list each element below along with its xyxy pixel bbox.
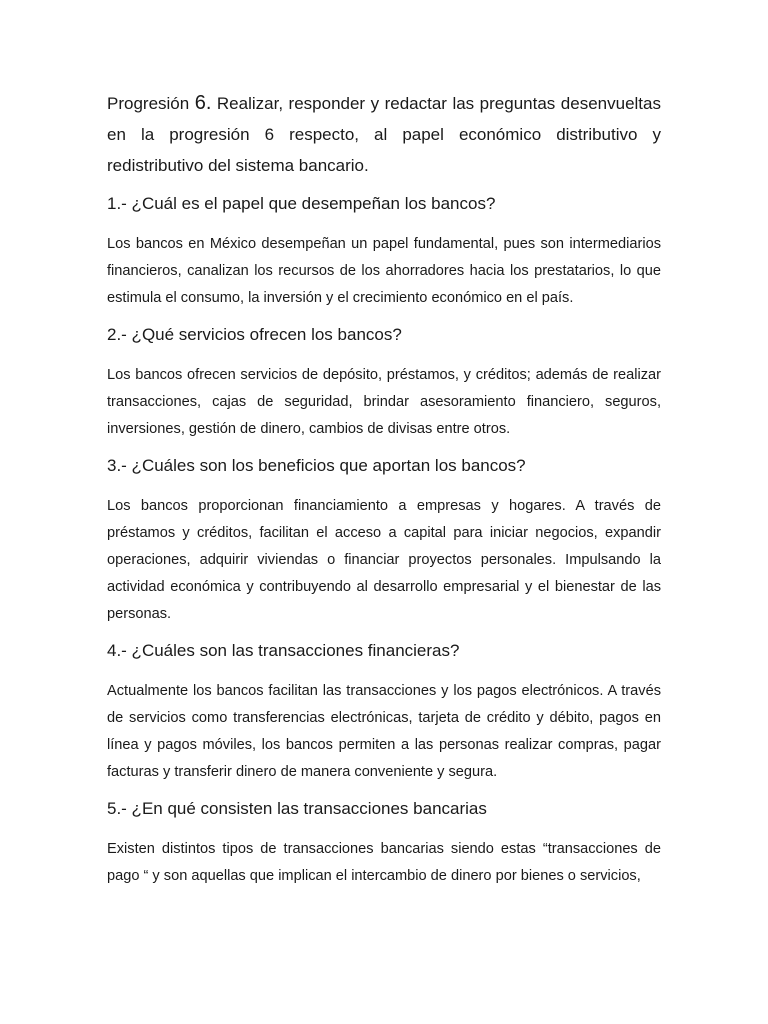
intro-prefix: Progresión [107, 94, 190, 113]
question-1: 1.- ¿Cuál es el papel que desempeñan los bancos? [107, 194, 496, 213]
intro-paragraph [107, 88, 661, 181]
answer-4: Actualmente los bancos facilitan las transacciones y los pagos electrónicos. A través de servicios como transferencias electrónicas, tarjeta de crédito y débito, pagos en línea y pagos móviles, los bancos permiten a las personas realizar compras, pagar facturas y transferir dinero de manera conveniente y segura. [107, 683, 661, 780]
question-3: 3.- ¿Cuáles son los beneficios que aportan los bancos? [107, 456, 526, 475]
answer-3: Los bancos proporcionan financiamiento a empresas y hogares. A través de préstamos y créditos, facilitan el acceso a capital para iniciar negocios, expandir operaciones, adquirir viviendas o financiar proyectos personales. Impulsando la actividad económica y contribuyendo al desarrollo empresarial y el bienestar de las personas. [107, 498, 661, 622]
question-5: 5.- ¿En qué consisten las transacciones bancarias [107, 799, 487, 818]
answer-5: Existen distintos tipos de transacciones bancarias siendo estas “transacciones de pago “ y son aquellas que implican el intercambio de dinero por bienes o servicios, [107, 841, 661, 884]
answer-1: Los bancos en México desempeñan un papel fundamental, pues son intermediarios financieros, canalizan los recursos de los ahorradores hacia los prestatarios, lo que estimula el consumo, la inversión y el crecimiento económico en el país. [107, 236, 661, 306]
intro-text: Realizar, responder y redactar las preguntas desenvueltas en la progresión 6 respecto, al papel económico distributivo y redistributivo del sistema bancario. [107, 94, 661, 175]
answer-2: Los bancos ofrecen servicios de depósito, préstamos, y créditos; además de realizar transacciones, cajas de seguridad, brindar asesoramiento financiero, seguros, inversiones, gestión de dinero, cambios de divisas entre otros. [107, 367, 661, 437]
question-4: 4.- ¿Cuáles son las transacciones financieras? [107, 641, 460, 660]
question-2: 2.- ¿Qué servicios ofrecen los bancos? [107, 325, 402, 344]
document-page [107, 88, 661, 902]
progression-number: 6. [194, 92, 212, 114]
